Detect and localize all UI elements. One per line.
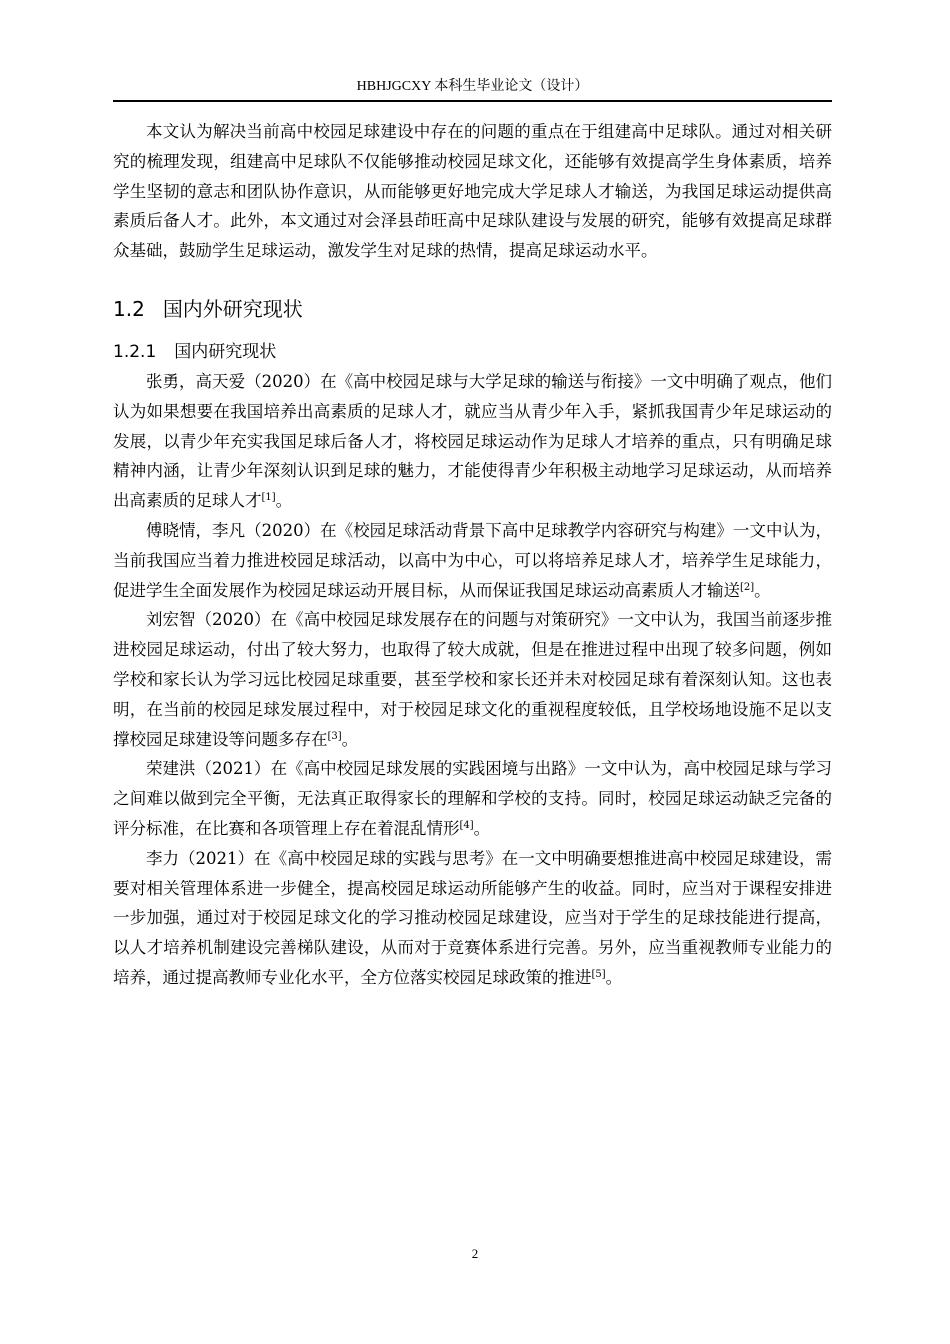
section-number: 1.2 bbox=[113, 296, 145, 321]
subsection-number: 1.2.1 bbox=[113, 341, 157, 362]
body-paragraph-3 bbox=[113, 605, 832, 754]
section-title: 国内外研究现状 bbox=[162, 296, 303, 321]
citation-ref-1[interactable]: [1] bbox=[261, 492, 276, 504]
citation-ref-5[interactable]: [5] bbox=[591, 968, 606, 980]
paragraph-end: 。 bbox=[754, 580, 771, 600]
citation-ref-2[interactable]: [2] bbox=[740, 581, 755, 593]
paragraph-text: 李力（2021）在《高中校园足球的实践与思考》在一文中明确要想推进高中校园足球建设，需要对相关管理体系进一步健全，提高校园足球运动所能够产生的收益。同时，应当对于课程安排进一步加强，通过对于校园足球文化的学习推动校园足球建设，应当对于学生的足球技能进行提高，以人才培养机制建设完善梯队建设，从而对于竞赛体系进行完善。另外，应当重视教师专业能力的培养，通过提高教师专业化水平，全方位落实校园足球政策的推进 bbox=[113, 848, 832, 987]
header-rule bbox=[113, 100, 832, 102]
citation-ref-3[interactable]: [3] bbox=[327, 730, 342, 742]
citation-ref-4[interactable]: [4] bbox=[459, 819, 474, 831]
page-number: 2 bbox=[471, 1246, 479, 1261]
body-paragraph-5 bbox=[113, 844, 832, 993]
paragraph-text: 刘宏智（2020）在《高中校园足球发展存在的问题与对策研究》一文中认为，我国当前逐步推进校园足球运动，付出了较大努力，也取得了较大成就，但是在推进过程中出现了较多问题，例如学校和家长认为学习远比校园足球重要，甚至学校和家长还并未对校园足球有着深刻认知。这也表明，在当前的校园足球发展过程中，对于校园足球文化的重视程度较低，且学校场地设施不足以支撑校园足球建设等问题多存在 bbox=[113, 610, 832, 749]
paragraph-end: 。 bbox=[275, 491, 293, 511]
paragraph-end: 。 bbox=[473, 818, 491, 838]
paragraph-end: 。 bbox=[605, 967, 623, 987]
paragraph-text: 荣建洪（2021）在《高中校园足球发展的实践困境与出路》一文中认为，高中校园足球与学习之间难以做到完全平衡，无法真正取得家长的理解和学校的支持。同时，校园足球运动缺乏完备的评分标准，在比赛和各项管理上存在着混乱情形 bbox=[113, 759, 832, 838]
subsection-title: 国内研究现状 bbox=[174, 341, 277, 362]
body-content bbox=[113, 117, 832, 993]
section-heading bbox=[113, 266, 832, 329]
body-paragraph-4 bbox=[113, 754, 832, 843]
running-header: HBHJGCXY 本科生毕业论文（设计） bbox=[356, 79, 589, 94]
paragraph-text: 傅晓情，李凡（2020）在《校园足球活动背景下高中足球教学内容研究与构建》一文中认为，当前我国应当着力推进校园足球活动，以高中为中心，可以将培养足球人才，培养学生足球能力，促进学生全面发展作为校园足球运动开展目标，从而保证我国足球运动高素质人才输送 bbox=[113, 520, 832, 600]
body-paragraph-1 bbox=[113, 367, 832, 516]
intro-paragraph: 本文认为解决当前高中校园足球建设中存在的问题的重点在于组建高中足球队。通过对相关研究的梳理发现，组建高中足球队不仅能够推动校园足球文化，还能够有效提高学生身体素质，培养学生坚韧的意志和团队协作意识，从而能够更好地完成大学足球人才输送，为我国足球运动提供高素质后备人才。此外，本文通过对会泽县茚旺高中足球队建设与发展的研究，能够有效提高足球群众基础，鼓励学生足球运动，激发学生对足球的热情，提高足球运动水平。 bbox=[113, 122, 832, 261]
paragraph-text: 张勇，高天爱（2020）在《高中校园足球与大学足球的输送与衔接》一文中明确了观点，他们认为如果想要在我国培养出高素质的足球人才，就应当从青少年入手，紧抓我国青少年足球运动的发展，以青少年充实我国足球后备人才，将校园足球运动作为足球人才培养的重点，只有明确足球精神内涵，让青少年深刻认识到足球的魅力，才能使得青少年积极主动地学习足球运动，从而培养出高素质的足球人才 bbox=[113, 371, 832, 511]
paragraph-end: 。 bbox=[341, 729, 359, 749]
body-paragraph-2 bbox=[113, 516, 832, 605]
subsection-heading bbox=[113, 329, 832, 367]
